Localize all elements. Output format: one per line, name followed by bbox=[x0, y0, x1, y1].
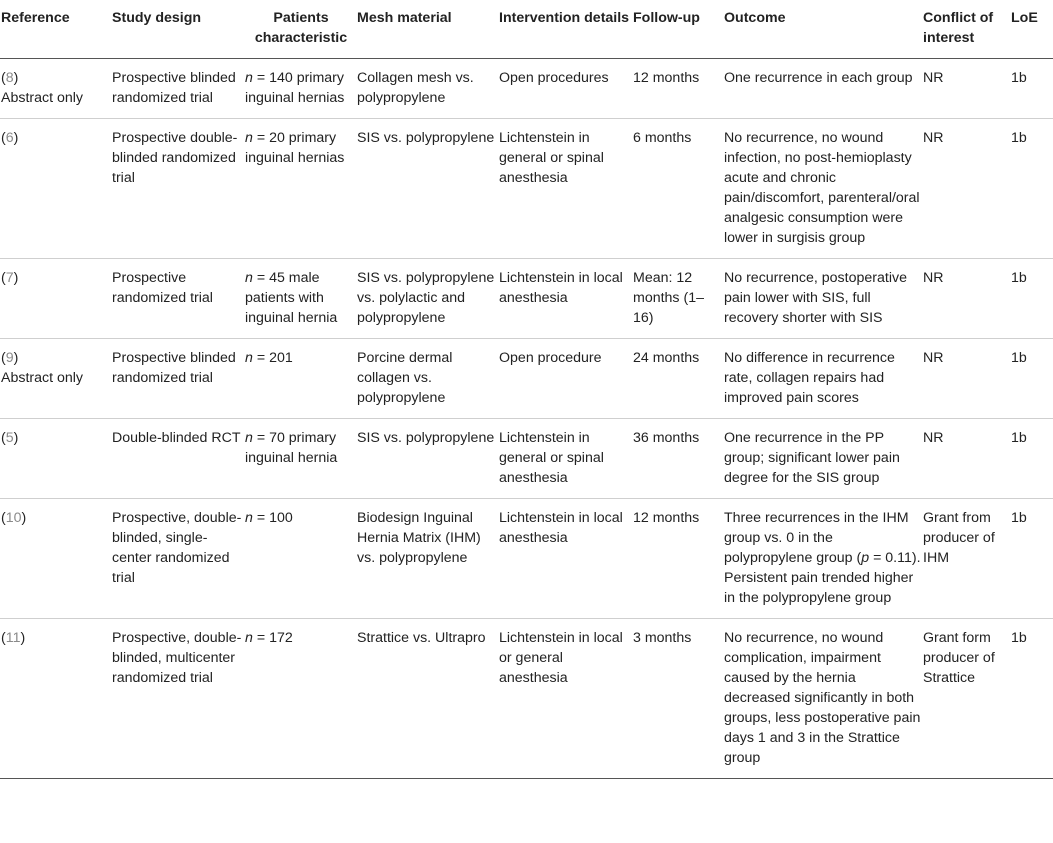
header-patients: Patients characteristic bbox=[245, 0, 357, 58]
conflict-cell: NR bbox=[923, 129, 944, 146]
conflict-cell: NR bbox=[923, 269, 944, 286]
conflict-cell: NR bbox=[923, 69, 944, 86]
mesh-cell: Porcine dermal collagen vs. polypropylene bbox=[357, 349, 453, 406]
table-row bbox=[0, 258, 1053, 338]
design-cell: Prospective blinded randomized trial bbox=[112, 69, 236, 106]
mesh-cell: SIS vs. polypropylene bbox=[357, 429, 495, 446]
reference-cell: (11) bbox=[1, 629, 26, 646]
table-row bbox=[0, 418, 1053, 498]
followup-cell: 12 months bbox=[633, 509, 700, 526]
followup-cell: 12 months bbox=[633, 69, 700, 86]
followup-cell: Mean: 12 months (1–16) bbox=[633, 269, 704, 326]
table-row bbox=[0, 58, 1053, 118]
patients-cell: n = 70 primary inguinal hernia bbox=[245, 429, 338, 466]
reference-cell: (10) bbox=[1, 509, 27, 526]
intervention-cell: Lichtenstein in local anesthesia bbox=[499, 269, 623, 306]
followup-cell: 3 months bbox=[633, 629, 692, 646]
loe-cell: 1b bbox=[1011, 509, 1027, 526]
mesh-cell: SIS vs. polypropylene bbox=[357, 129, 495, 146]
conflict-cell: Grant from producer of IHM bbox=[923, 509, 995, 566]
outcome-cell: No difference in recurrence rate, collagen repairs had improved pain scores bbox=[724, 349, 895, 406]
reference-link[interactable]: 11 bbox=[5, 629, 21, 646]
header-row bbox=[0, 0, 1053, 58]
header-loe: LoE bbox=[1011, 0, 1053, 58]
reference-note: Abstract only bbox=[1, 89, 84, 106]
header-conflict: Conflict of interest bbox=[923, 0, 1011, 58]
mesh-cell: Biodesign Inguinal Hernia Matrix (IHM) vs. polypropylene bbox=[357, 509, 481, 566]
loe-cell: 1b bbox=[1011, 629, 1027, 646]
outcome-cell: No recurrence, postoperative pain lower with SIS, full recovery shorter with SIS bbox=[724, 269, 907, 326]
reference-link[interactable]: 9 bbox=[5, 349, 14, 366]
reference-cell: (9) Abstract only bbox=[1, 349, 84, 386]
patients-cell: n = 172 bbox=[245, 629, 293, 646]
outcome-cell: Three recurrences in the IHM group vs. 0 in the polypropylene group (p = 0.11). Persistent pain trended higher in the polypropylene group bbox=[724, 509, 921, 606]
table-row bbox=[0, 498, 1053, 618]
table-row bbox=[0, 338, 1053, 418]
loe-cell: 1b bbox=[1011, 349, 1027, 366]
header-reference: Reference bbox=[0, 0, 112, 58]
conflict-cell: NR bbox=[923, 429, 944, 446]
intervention-cell: Open procedures bbox=[499, 69, 609, 86]
intervention-cell: Open procedure bbox=[499, 349, 602, 366]
patients-cell: n = 20 primary inguinal hernias bbox=[245, 129, 345, 166]
conflict-cell: NR bbox=[923, 349, 944, 366]
outcome-cell: No recurrence, no wound infection, no post-hemioplasty acute and chronic pain/discomfort, parenteral/oral analgesic consumption were lower in surgisis group bbox=[724, 129, 920, 246]
intervention-cell: Lichtenstein in local anesthesia bbox=[499, 509, 623, 546]
outcome-cell: One recurrence in each group bbox=[724, 69, 913, 86]
table-row bbox=[0, 618, 1053, 778]
header-outcome: Outcome bbox=[724, 0, 923, 58]
followup-cell: 24 months bbox=[633, 349, 700, 366]
reference-note: Abstract only bbox=[1, 369, 84, 386]
reference-link[interactable]: 5 bbox=[5, 429, 14, 446]
design-cell: Prospective blinded randomized trial bbox=[112, 349, 236, 386]
patients-cell: n = 45 male patients with inguinal hernia bbox=[245, 269, 338, 326]
intervention-cell: Lichtenstein in local or general anesthesia bbox=[499, 629, 623, 686]
patients-cell: n = 201 bbox=[245, 349, 293, 366]
design-cell: Double-blinded RCT bbox=[112, 429, 241, 446]
loe-cell: 1b bbox=[1011, 129, 1027, 146]
reference-link[interactable]: 6 bbox=[5, 129, 14, 146]
header-study-design: Study design bbox=[112, 0, 245, 58]
followup-cell: 36 months bbox=[633, 429, 700, 446]
reference-cell: (8) Abstract only bbox=[1, 69, 84, 106]
header-follow-up: Follow-up bbox=[633, 0, 724, 58]
loe-cell: 1b bbox=[1011, 269, 1027, 286]
reference-cell: (5) bbox=[1, 429, 19, 446]
design-cell: Prospective, double-blinded, multicenter randomized trial bbox=[112, 629, 242, 686]
patients-cell: n = 140 primary inguinal hernias bbox=[245, 69, 345, 106]
intervention-cell: Lichtenstein in general or spinal anesthesia bbox=[499, 129, 604, 186]
followup-cell: 6 months bbox=[633, 129, 692, 146]
design-cell: Prospective randomized trial bbox=[112, 269, 213, 306]
reference-cell: (6) bbox=[1, 129, 19, 146]
conflict-cell: Grant form producer of Strattice bbox=[923, 629, 995, 686]
reference-cell: (7) bbox=[1, 269, 19, 286]
reference-link[interactable]: 10 bbox=[5, 509, 22, 526]
header-mesh-material: Mesh material bbox=[357, 0, 499, 58]
patients-cell: n = 100 bbox=[245, 509, 293, 526]
loe-cell: 1b bbox=[1011, 429, 1027, 446]
design-cell: Prospective, double-blinded, single-center randomized trial bbox=[112, 509, 242, 586]
outcome-cell: No recurrence, no wound complication, impairment caused by the hernia decreased significantly in both groups, less postoperative pain days 1 and 3 in the Strattice group bbox=[724, 629, 921, 766]
outcome-cell: One recurrence in the PP group; significant lower pain degree for the SIS group bbox=[724, 429, 900, 486]
reference-link[interactable]: 8 bbox=[5, 69, 14, 86]
design-cell: Prospective double-blinded randomized trial bbox=[112, 129, 238, 186]
mesh-cell: Strattice vs. Ultrapro bbox=[357, 629, 486, 646]
header-intervention: Intervention details bbox=[499, 0, 633, 58]
intervention-cell: Lichtenstein in general or spinal anesthesia bbox=[499, 429, 604, 486]
reference-link[interactable]: 7 bbox=[5, 269, 14, 286]
table-row bbox=[0, 118, 1053, 258]
loe-cell: 1b bbox=[1011, 69, 1027, 86]
mesh-cell: Collagen mesh vs. polypropylene bbox=[357, 69, 474, 106]
mesh-cell: SIS vs. polypropylene vs. polylactic and polypropylene bbox=[357, 269, 495, 326]
